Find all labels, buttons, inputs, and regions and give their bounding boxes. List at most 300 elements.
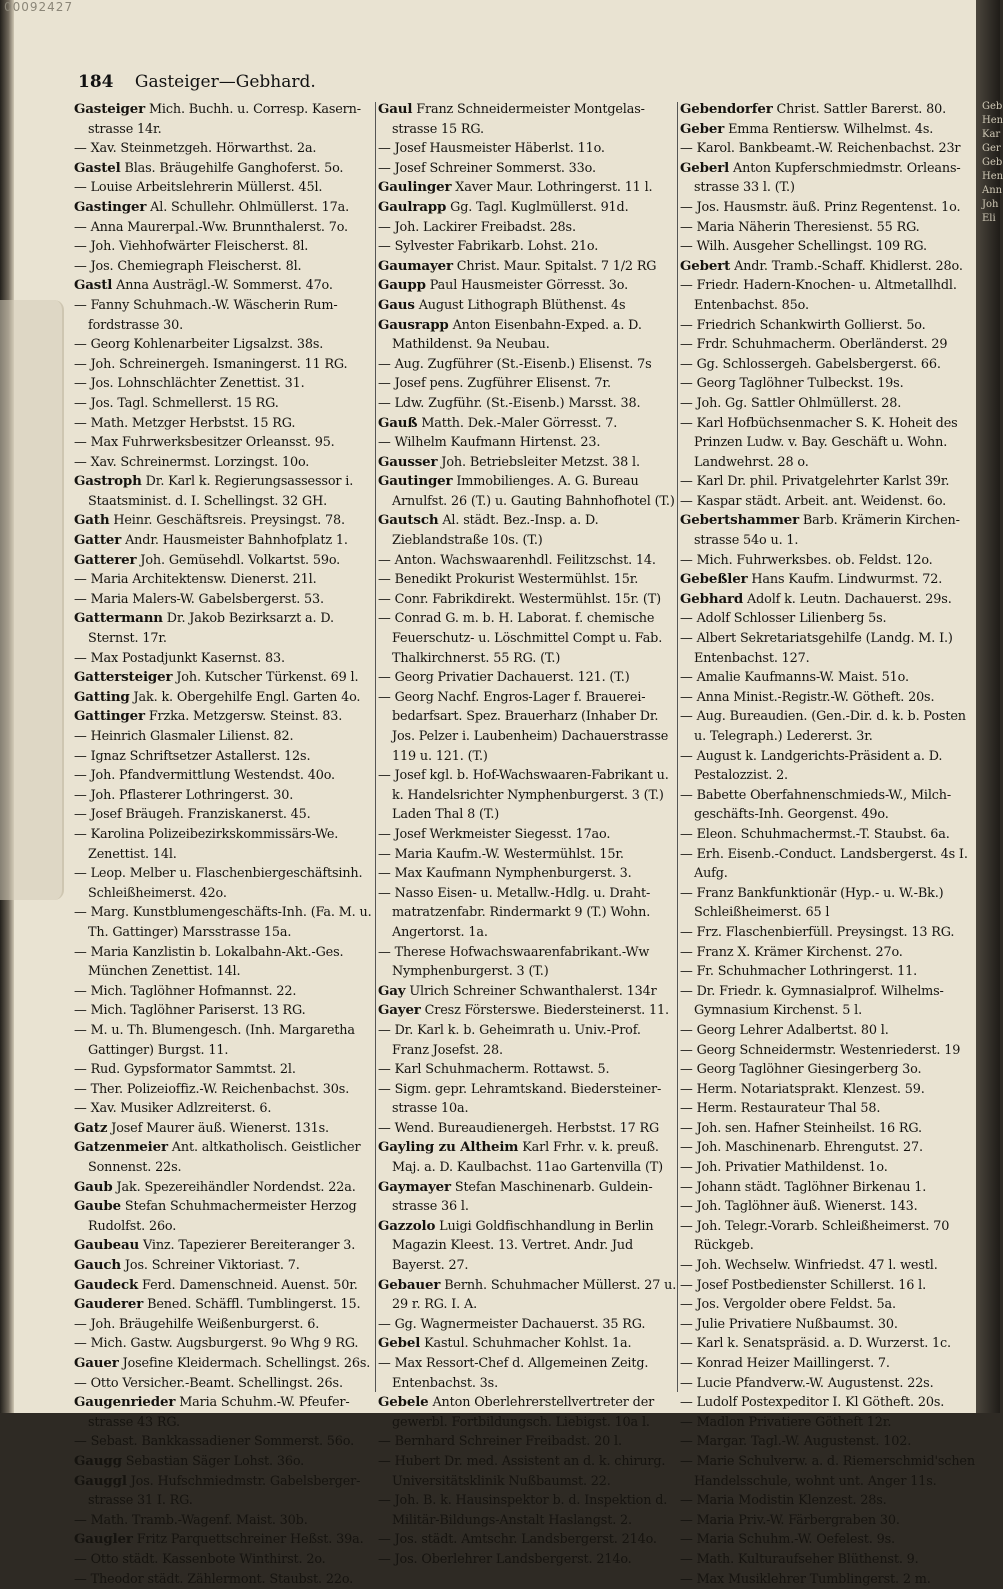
directory-entry (74, 1295, 374, 1315)
directory-entry (378, 590, 678, 610)
entry-text: — Franz Bankfunktionär (Hyp.- u. W.-Bk.) Schleißheimerst. 65 l (680, 885, 944, 921)
entry-text: — Friedrich Schankwirth Gollierst. 5o. (680, 317, 926, 333)
entry-text: Gg. Tagl. Kuglmüllerst. 91d. (450, 199, 629, 215)
entry-text: — Joh. Pflasterer Lothringerst. 30. (74, 787, 294, 803)
directory-entry (74, 257, 374, 277)
entry-text: Immobilienges. A. G. Bureau Arnulfst. 26 (T.) u. Gauting Bahnhofhotel (T.) (392, 474, 675, 509)
entry-text: — Karolina Polizeibezirkskommissärs-We. Zenettist. 14l. (74, 826, 339, 862)
entry-text: — Joh. Privatier Mathildenst. 1o. (680, 1160, 888, 1176)
entry-text: — Mich. Taglöhner Pariserst. 13 RG. (74, 1003, 306, 1019)
directory-entry (378, 668, 678, 688)
entry-text: Al. städt. Bez.-Insp. a. D. Zieblandstraße 10s. (T.) (392, 513, 599, 549)
entry-text: — Erh. Eisenb.-Conduct. Landsbergerst. 4s I. Aufg. (680, 846, 968, 882)
directory-entry (680, 1511, 976, 1531)
directory-entry (378, 982, 678, 1002)
entry-text: — Aug. Zugführer (St.-Eisenb.) Elisenst. 7s (378, 356, 652, 372)
surname: Gastel (74, 159, 121, 176)
entry-text: — Madlon Privatiere Götheft 12r. (680, 1414, 892, 1430)
entry-text: — Theodor städt. Zählermont. Staubst. 22o. (74, 1571, 354, 1587)
entry-text: — Anna Minist.-Registr.-W. Götheft. 20s. (680, 689, 935, 705)
entry-text: — Josef Postbedienster Schillerst. 16 l. (680, 1277, 926, 1293)
directory-entry (378, 178, 678, 198)
directory-entry (680, 1099, 976, 1119)
entry-text: Ulrich Schreiner Schwanthalerst. 134r (409, 983, 657, 999)
directory-entry (74, 805, 374, 825)
surname: Gausser (378, 453, 438, 470)
directory-entry (680, 609, 976, 629)
entry-text: Anton Oberlehrerstellvertreter der gewerbl. Fortbildungsch. Liebigst. 10a l. (392, 1395, 655, 1430)
surname: Gautinger (378, 473, 453, 490)
entry-text: — Math. Kulturaufseher Blüthenst. 9. (680, 1551, 919, 1567)
directory-entry (378, 257, 678, 277)
directory-entry (74, 218, 374, 238)
directory-entry (74, 707, 374, 727)
directory-entry (680, 1413, 976, 1433)
entry-text: Joh. Gemüsehdl. Volkartst. 59o. (140, 552, 341, 568)
entry-text: Franz Schneidermeister Montgelasstrasse 15 RG. (392, 102, 645, 137)
directory-entry (378, 1080, 678, 1119)
entry-text: — Joh. Wechselw. Winfriedst. 47 l. westl. (680, 1258, 938, 1274)
entry-text: — Herm. Notariatsprakt. Klenzest. 59. (680, 1081, 925, 1097)
entry-text: Cresz Försterswe. Biedersteinerst. 11. (424, 1003, 669, 1019)
directory-entry (680, 1021, 976, 1041)
entry-text: — Karl Schuhmacherm. Rottawst. 5. (378, 1062, 610, 1078)
surname: Gastl (74, 277, 113, 294)
entry-text: Bernh. Schuhmacher Müllerst. 27 u. 29 r. RG. I. A. (392, 1277, 677, 1313)
entry-text: — Joh. Maschinenarb. Ehrengutst. 27. (680, 1140, 923, 1156)
directory-entry (680, 786, 976, 825)
directory-entry (74, 1197, 374, 1236)
directory-entry (378, 237, 678, 257)
surname: Gattersteiger (74, 669, 173, 686)
directory-entry (680, 1158, 976, 1178)
directory-entry (378, 1119, 678, 1139)
entry-text: — Joh. sen. Hafner Steinheilst. 16 RG. (680, 1120, 922, 1136)
entry-text: — Otto Versicher.-Beamt. Schellingst. 26s. (74, 1375, 343, 1391)
page-number: 184 (78, 72, 114, 92)
entry-text: — Frdr. Schuhmacherm. Oberländerst. 29 (680, 337, 948, 353)
directory-entry (74, 198, 374, 218)
entry-text: Ferd. Damenschneid. Auenst. 50r. (142, 1277, 358, 1293)
entry-text: Bened. Schäffl. Tumblingerst. 15. (147, 1297, 361, 1313)
directory-entry (680, 551, 976, 571)
directory-entry (378, 609, 678, 668)
directory-entry (680, 139, 976, 159)
entry-text: Barb. Krämerin Kirchenstrasse 54o u. 1. (694, 513, 960, 549)
entry-text: — Sigm. gepr. Lehramtskand. Biedersteinerstrasse 10a. (378, 1081, 662, 1117)
directory-entry (680, 825, 976, 845)
directory-entry (680, 590, 976, 610)
surname: Gaugg (74, 1452, 122, 1469)
entry-text: Maria Schuhm.-W. Pfeuferstrasse 43 RG. (88, 1395, 350, 1430)
entry-text: — Joh. Telegr.-Vorarb. Schleißheimerst. 70 Rückgeb. (680, 1218, 950, 1254)
directory-entry (378, 1393, 678, 1432)
entry-text: Anna Austrägl.-W. Sommerst. 47o. (116, 278, 333, 294)
directory-entry (74, 1099, 374, 1119)
directory-entry (74, 766, 374, 786)
surname: Gattermann (74, 610, 163, 627)
entry-text: — Georg Nachf. Engros-Lager f. Brauereibedarfsart. Spez. Brauerharz (Inhaber Dr. Jos. Pelzer i. Laubenheim) Dachauerstrasse 119 u. 121. (T.) (378, 689, 669, 764)
directory-entry (74, 178, 374, 198)
entry-text: — Herm. Restaurateur Thal 58. (680, 1101, 881, 1117)
directory-entry (74, 1393, 374, 1432)
entry-text: Matth. Dek.-Maler Görresst. 7. (421, 415, 618, 431)
directory-entry (378, 1217, 678, 1276)
entry-text: Jos. Schreiner Viktoriast. 7. (124, 1258, 300, 1274)
surname: Gebauer (378, 1276, 441, 1293)
entry-text: — Wend. Bureaudienergeh. Herbstst. 17 RG (378, 1120, 660, 1136)
entry-text: Blas. Bräugehilfe Ganghoferst. 5o. (124, 160, 344, 176)
directory-entry (680, 570, 976, 590)
entry-text: — Nasso Eisen- u. Metallw.-Hdlg. u. Drahtmatratzenfabr. Rindermarkt 9 (T.) Wohn. Angertorst. 1a. (378, 885, 651, 940)
entry-text: — Lucie Pfandverw.-W. Augustenst. 22s. (680, 1375, 934, 1391)
entry-text: — Karol. Bankbeamt.-W. Reichenbachst. 23r (680, 141, 961, 157)
directory-entry (74, 1354, 374, 1374)
directory-entry (378, 1530, 678, 1550)
entry-text: Paul Hausmeister Görresst. 3o. (429, 278, 629, 294)
entry-text: — Mich. Taglöhner Hofmannst. 22. (74, 983, 297, 999)
directory-entry (680, 511, 976, 550)
entry-text: — Eleon. Schuhmachermst.-T. Staubst. 6a. (680, 826, 950, 842)
directory-entry (378, 1334, 678, 1354)
directory-entry (378, 1060, 678, 1080)
directory-entry (680, 1276, 976, 1296)
surname: Gauderer (74, 1296, 144, 1313)
entry-text: Hans Kaufm. Lindwurmst. 72. (751, 572, 943, 588)
entry-text: Luigi Goldfischhandlung in Berlin Magazin Kleest. 13. Vertret. Andr. Jud Bayerst. 27. (392, 1218, 654, 1274)
surname: Gayling zu Altheim (378, 1139, 519, 1156)
directory-entry (680, 1334, 976, 1354)
directory-entry (74, 100, 374, 139)
entry-text: — Karl k. Senatspräsid. a. D. Wurzerst. 1c. (680, 1336, 951, 1352)
directory-entry (74, 1530, 374, 1550)
directory-entry (680, 1178, 976, 1198)
entry-text: — Sylvester Fabrikarb. Lohst. 21o. (378, 239, 599, 255)
directory-entry (378, 159, 678, 179)
surname: Gaul (378, 101, 413, 117)
directory-entry (378, 1021, 678, 1060)
entry-text: — Anton. Wachswaarenhdl. Feilitzschst. 14. (378, 552, 656, 568)
entry-text: — Ignaz Schriftsetzer Astallerst. 12s. (74, 748, 311, 764)
entry-text: — M. u. Th. Blumengesch. (Inh. Margaretha Gattinger) Burgst. 11. (74, 1022, 355, 1058)
entry-text: — Joh. Pfandvermittlung Westendst. 40o. (74, 768, 335, 784)
entry-text: — Otto städt. Kassenbote Winthirst. 2o. (74, 1551, 326, 1567)
entry-text: — Georg Schneidermstr. Westenriederst. 19 (680, 1042, 961, 1058)
surname: Gaube (74, 1198, 121, 1215)
directory-entry (680, 276, 976, 315)
thumb-index-tab (0, 300, 64, 900)
directory-entry (680, 982, 976, 1021)
entry-text: — Math. Metzger Herbstst. 15 RG. (74, 415, 296, 431)
surname: Gebertshammer (680, 512, 799, 529)
directory-entry (74, 1511, 374, 1531)
next-page-edge (976, 0, 1003, 1413)
entry-text: — Joh. B. k. Hausinspektor b. d. Inspektion d. Militär-Bildungs-Anstalt Haslangst. 2. (378, 1493, 668, 1528)
directory-entry (74, 1472, 374, 1511)
directory-entry (378, 884, 678, 943)
entry-text: — Jos. Tagl. Schmellerst. 15 RG. (74, 395, 279, 411)
directory-entry (378, 845, 678, 865)
entry-text: — Marie Schulverw. a. d. Riemerschmid'schen Handelsschule, wohnt unt. Anger 11s. (680, 1453, 975, 1489)
directory-entry (378, 1354, 678, 1393)
directory-entry (680, 1354, 976, 1374)
directory-entry (378, 943, 678, 982)
directory-entry (74, 472, 374, 511)
entry-text: Adolf k. Leutn. Dachauerst. 29s. (747, 591, 952, 607)
surname: Gebeßler (680, 571, 748, 588)
directory-entry (378, 198, 678, 218)
directory-entry (74, 903, 374, 942)
entry-text: — Joh. Schreinergeh. Ismaningerst. 11 RG. (74, 356, 348, 372)
entry-text: Xaver Maur. Lothringerst. 11 l. (455, 180, 653, 196)
directory-entry (680, 629, 976, 668)
directory-entry (378, 100, 678, 139)
directory-entry (74, 982, 374, 1002)
entry-text: August Lithograph Blüthenst. 4s (418, 297, 626, 313)
surname: Gebhard (680, 590, 744, 607)
surname: Gebert (680, 257, 731, 274)
directory-entry (680, 1217, 976, 1256)
entry-text: — Max Postadjunkt Kasernst. 83. (74, 650, 285, 666)
entry-text: Andr. Hausmeister Bahnhofplatz 1. (125, 533, 348, 549)
directory-entry (74, 747, 374, 767)
directory-entry (680, 943, 976, 963)
entry-text: — Adolf Schlosser Lilienberg 5s. (680, 611, 887, 627)
directory-entry (74, 433, 374, 453)
entry-text: — Amalie Kaufmanns-W. Maist. 51o. (680, 670, 909, 686)
entry-text: — Anna Maurerpal.-Ww. Brunnthalerst. 7o. (74, 219, 348, 235)
entry-text: — Rud. Gypsformator Sammtst. 2l. (74, 1062, 296, 1078)
entry-text: — Babette Oberfahnenschmieds-W., Milchgeschäfts-Inh. Georgenst. 49o. (680, 787, 952, 823)
entry-text: — Wilhelm Kaufmann Hirtenst. 23. (378, 435, 601, 451)
surname: Gautsch (378, 512, 439, 529)
entry-text: Andr. Tramb.-Schaff. Khidlerst. 28o. (734, 258, 963, 274)
entry-text: — Jos. städt. Amtschr. Landsbergerst. 214o. (378, 1532, 657, 1548)
directory-entry (378, 1491, 678, 1530)
entry-text: — Josef Bräugeh. Franziskanerst. 45. (74, 807, 311, 823)
directory-entry (74, 825, 374, 864)
entry-text: — Maria Kaufm.-W. Westermühlst. 15r. (378, 846, 624, 862)
directory-entry (74, 394, 374, 414)
entry-text: — Maria Priv.-W. Färbergraben 30. (680, 1512, 900, 1528)
directory-entry (680, 1197, 976, 1217)
directory-entry (378, 825, 678, 845)
surname: Gaugler (74, 1531, 133, 1548)
surname: Geber (680, 120, 725, 137)
surname: Gausrapp (378, 316, 449, 333)
entry-text: — Leop. Melber u. Flaschenbiergeschäftsinh. Schleißheimerst. 42o. (74, 866, 363, 901)
entry-text: Josefine Kleidermach. Schellingst. 26s. (122, 1356, 371, 1371)
surname: Gayer (378, 1002, 421, 1019)
directory-entry (680, 237, 976, 257)
surname: Gauch (74, 1257, 121, 1274)
surname: Gauer (74, 1355, 119, 1371)
directory-entry (378, 433, 678, 453)
surname: Gatz (74, 1119, 108, 1136)
surname: Gebendorfer (680, 101, 773, 117)
directory-entry (680, 1452, 976, 1491)
directory-entry (680, 100, 976, 120)
directory-entry (74, 570, 374, 590)
entry-text: — Georg Taglöhner Tulbeckst. 19s. (680, 376, 904, 392)
entry-text: Karl Frhr. v. k. preuß. Maj. a. D. Kaulbachst. 11ao Gartenvilla (T) (392, 1140, 664, 1176)
next-page-fragments: Geb Hen Kar Ger Geb Hen Ann Joh Eli (982, 101, 1003, 224)
directory-entry (74, 1256, 374, 1276)
directory-entry (680, 845, 976, 884)
surname: Gaus (378, 296, 415, 313)
directory-entry (74, 1178, 374, 1198)
column-rule (375, 102, 376, 1392)
entry-text: Vinz. Tapezierer Bereiteranger 3. (143, 1238, 356, 1254)
surname: Gebele (378, 1394, 429, 1411)
surname: Gasteiger (74, 101, 146, 117)
directory-entry (74, 609, 374, 648)
entry-text: — Therese Hofwachswaarenfabrikant.-Ww Nymphenburgerst. 3 (T.) (378, 944, 650, 980)
entry-text: Emma Rentiersw. Wilhelmst. 4s. (728, 121, 934, 137)
entry-text: — Dr. Friedr. k. Gymnasialprof. Wilhelms-Gymnasium Kirchenst. 5 l. (680, 983, 944, 1019)
directory-entry (680, 316, 976, 336)
entry-text: — Joh. Gg. Sattler Ohlmüllerst. 28. (680, 395, 902, 411)
entry-text: — Heinrich Glasmaler Lilienst. 82. (74, 729, 294, 744)
entry-text: — Franz X. Krämer Kirchenst. 27o. (680, 944, 903, 960)
directory-entry (378, 766, 678, 825)
entry-text: Ant. altkatholisch. Geistlicher Sonnenst. 22s. (88, 1140, 361, 1176)
entry-text: — Xav. Musiker Adlzreiterst. 6. (74, 1101, 272, 1117)
directory-entry (680, 668, 976, 688)
directory-entry (378, 1315, 678, 1335)
surname: Gath (74, 512, 110, 529)
directory-entry (378, 511, 678, 550)
directory-entry (680, 355, 976, 375)
directory-entry (378, 394, 678, 414)
entry-text: — Maria Kanzlistin b. Lokalbahn-Akt.-Ges. München Zenettist. 14l. (74, 944, 344, 980)
directory-entry (680, 1119, 976, 1139)
entry-text: — Josef Hausmeister Häberlst. 11o. (378, 141, 605, 157)
directory-entry (378, 864, 678, 884)
entry-text: — Mich. Fuhrwerksbes. ob. Feldst. 12o. (680, 552, 933, 568)
entry-text: — Johann städt. Taglöhner Birkenau 1. (680, 1179, 927, 1195)
directory-entry (74, 531, 374, 551)
directory-entry (378, 218, 678, 238)
column-1 (74, 100, 374, 1587)
entry-text: — Xav. Schreinermst. Lorzingst. 10o. (74, 454, 310, 470)
entry-text: Jos. Hufschmiedmstr. Gabelsbergerstrasse 31 I. RG. (88, 1473, 361, 1509)
surname: Gatter (74, 532, 122, 549)
surname: Gaulrapp (378, 198, 447, 215)
directory-entry (378, 1550, 678, 1570)
column-2 (378, 100, 678, 1567)
entry-text: Mich. Buchh. u. Corresp. Kasernstrasse 14r. (88, 102, 362, 137)
directory-entry (74, 1060, 374, 1080)
directory-entry (74, 864, 374, 903)
entry-text: — Karl Dr. phil. Privatgelehrter Karlst 39r. (680, 474, 950, 490)
directory-entry (680, 1570, 976, 1589)
directory-entry (378, 453, 678, 473)
entry-text: — Ludolf Postexpeditor I. Kl Götheft. 20s. (680, 1395, 945, 1411)
directory-entry (378, 688, 678, 766)
entry-text: — Math. Tramb.-Wagenf. Maist. 30b. (74, 1512, 308, 1528)
surname: Gaulinger (378, 179, 452, 196)
directory-entry (74, 1138, 374, 1177)
entry-text: — Josef Schreiner Sommerst. 33o. (378, 160, 596, 176)
entry-text: Dr. Jakob Bezirksarzt a. D. Sternst. 17r. (88, 611, 334, 647)
directory-entry (74, 551, 374, 571)
entry-text: — Frz. Flaschenbierfüll. Preysingst. 13 RG. (680, 924, 955, 940)
entry-text: — Albert Sekretariatsgehilfe (Landg. M. I.) Entenbachst. 127. (680, 631, 953, 666)
directory-entry (680, 414, 976, 473)
entry-text: — Friedr. Hadern-Knochen- u. Altmetallhdl. Entenbachst. 85o. (680, 278, 957, 313)
directory-entry (74, 1080, 374, 1100)
directory-entry (680, 492, 976, 512)
directory-entry (74, 276, 374, 296)
column-3 (680, 100, 976, 1587)
entry-text: — Ldw. Zugführ. (St.-Eisenb.) Marsst. 38. (378, 395, 641, 411)
directory-entry (680, 1374, 976, 1394)
entry-text: — Jos. Hausmstr. äuß. Prinz Regentenst. 1o. (680, 199, 961, 215)
directory-entry (74, 943, 374, 982)
entry-text: Frzka. Metzgersw. Steinst. 83. (148, 709, 343, 725)
surname: Geberl (680, 159, 730, 176)
directory-entry (680, 1491, 976, 1511)
entry-text: — Julie Privatiere Nußbaumst. 30. (680, 1316, 898, 1332)
entry-text: — Fanny Schuhmach.-W. Wäscherin Rumfordstrasse 30. (74, 297, 338, 333)
entry-text: — Sebast. Bankkassadiener Sommerst. 56o. (74, 1434, 355, 1450)
directory-entry (680, 962, 976, 982)
directory-entry (74, 1374, 374, 1394)
directory-entry (74, 159, 374, 179)
directory-entry (680, 1295, 976, 1315)
directory-entry (378, 355, 678, 375)
directory-entry (680, 159, 976, 198)
directory-entry (378, 1432, 678, 1452)
directory-entry (680, 198, 976, 218)
entry-text: — Benedikt Prokurist Westermühlst. 15r. (378, 572, 639, 588)
directory-entry (74, 590, 374, 610)
entry-text: — Margar. Tagl.-W. Augustenst. 102. (680, 1434, 912, 1450)
entry-text: Al. Schullehr. Ohlmüllerst. 17a. (150, 199, 350, 215)
entry-text: — Aug. Bureaudien. (Gen.-Dir. d. k. b. Posten u. Telegraph.) Ledererst. 3r. (680, 709, 966, 744)
directory-entry (378, 316, 678, 355)
surname: Gatzenmeier (74, 1139, 168, 1156)
entry-text: — Maria Näherin Theresienst. 55 RG. (680, 219, 920, 235)
entry-text: — Gg. Schlossergeh. Gabelsbergerst. 66. (680, 356, 941, 372)
directory-entry (680, 394, 976, 414)
directory-entry (680, 884, 976, 923)
entry-text: Heinr. Geschäftsreis. Preysingst. 78. (113, 513, 345, 529)
directory-entry (680, 1550, 976, 1570)
directory-entry (680, 1393, 976, 1413)
entry-text: — Marg. Kunstblumengeschäfts-Inh. (Fa. M. u. Th. Gattinger) Marsstrasse 15a. (74, 905, 372, 940)
surname: Gauß (378, 414, 418, 431)
directory-entry (74, 355, 374, 375)
directory-entry (74, 1236, 374, 1256)
entry-text: — Joh. Viehhofwärter Fleischerst. 8l. (74, 239, 309, 255)
directory-entry (74, 668, 374, 688)
entry-text: — Wilh. Ausgeher Schellingst. 109 RG. (680, 239, 927, 255)
directory-entry (680, 1138, 976, 1158)
entry-text: — Maria Architektensw. Dienerst. 21l. (74, 572, 317, 588)
surname: Gatting (74, 688, 130, 705)
surname: Gaubeau (74, 1237, 140, 1254)
directory-entry (680, 1041, 976, 1061)
entry-text: — Joh. Taglöhner äuß. Wienerst. 143. (680, 1199, 918, 1215)
directory-entry (378, 374, 678, 394)
entry-text: — Josef Werkmeister Siegesst. 17ao. (378, 826, 611, 842)
directory-entry (680, 1060, 976, 1080)
entry-text: — Jos. Chemiegraph Fleischerst. 8l. (74, 258, 302, 274)
directory-entry (680, 257, 976, 277)
surname: Gaugenrieder (74, 1394, 176, 1411)
